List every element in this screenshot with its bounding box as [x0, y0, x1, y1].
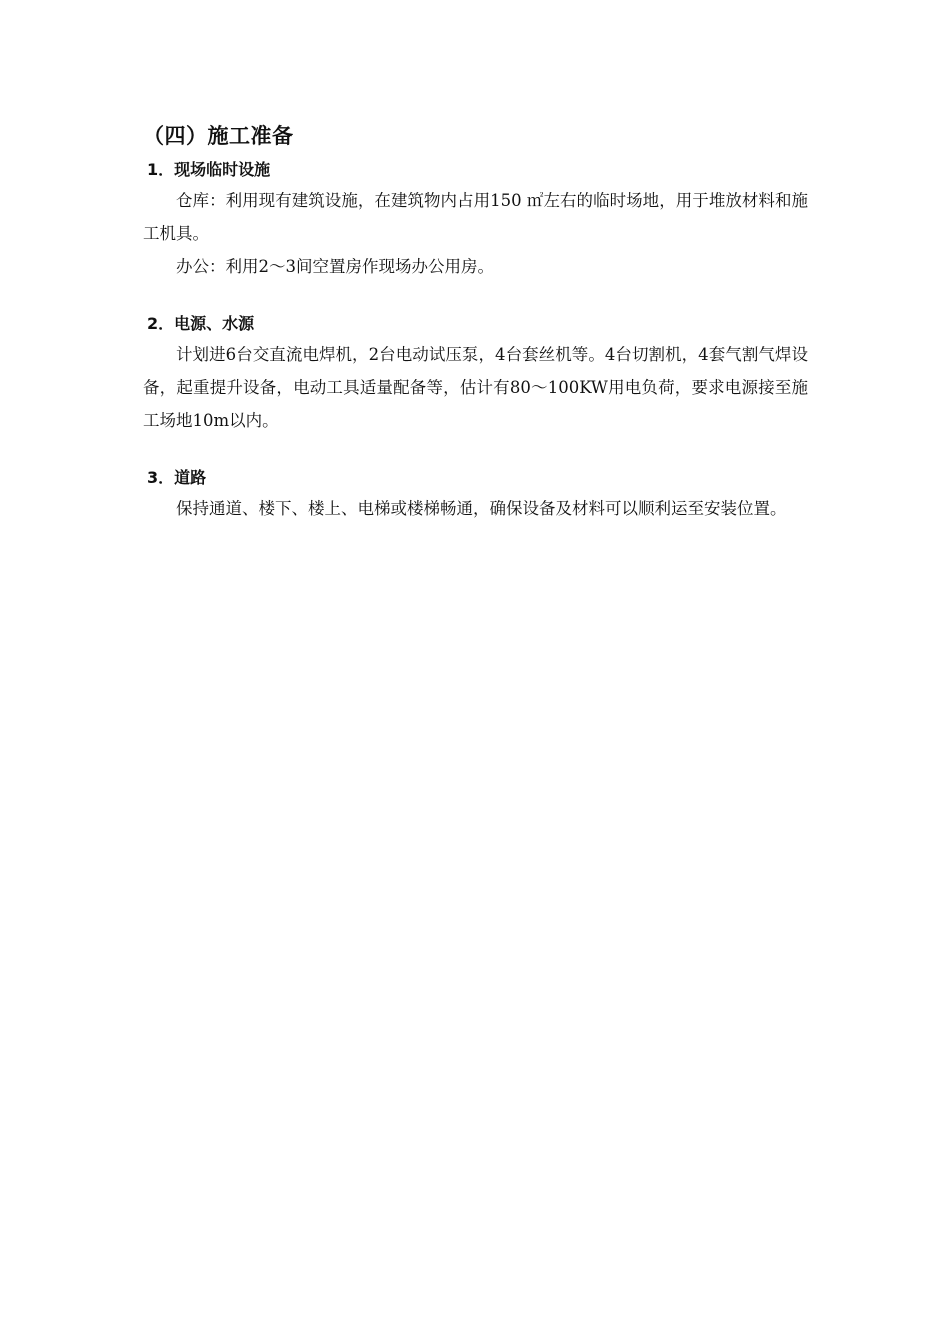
section-spacer	[143, 437, 808, 464]
paragraph-office: 办公：利用2～3间空置房作现场办公用房。	[176, 257, 494, 276]
section-title: 2．电源、水源	[147, 314, 255, 333]
section-power-water	[143, 310, 808, 437]
paragraph-access: 保持通道、楼下、楼上、电梯或楼梯畅通，确保设备及材料可以顺利运至安装位置。	[176, 499, 787, 518]
section-title: 1．现场临时设施	[147, 160, 271, 179]
section-spacer	[143, 283, 808, 310]
document-body	[143, 118, 808, 525]
paragraph-power-equipment: 计划进6台交直流电焊机，2台电动试压泵，4台套丝机等。4台切割机，4套气割气焊设备，起重提升设备，电动工具适量配备等，估计有80～100KW用电负荷，要求电源接至施工场地10m以内。	[143, 345, 808, 430]
section-title: 3．道路	[147, 468, 207, 487]
section-temporary-facilities	[143, 156, 808, 283]
section-roads	[143, 464, 808, 525]
main-title: （四）施工准备	[143, 124, 294, 148]
paragraph-warehouse: 仓库：利用现有建筑设施，在建筑物内占用150 ㎡左右的临时场地，用于堆放材料和施工机具。	[143, 191, 808, 243]
